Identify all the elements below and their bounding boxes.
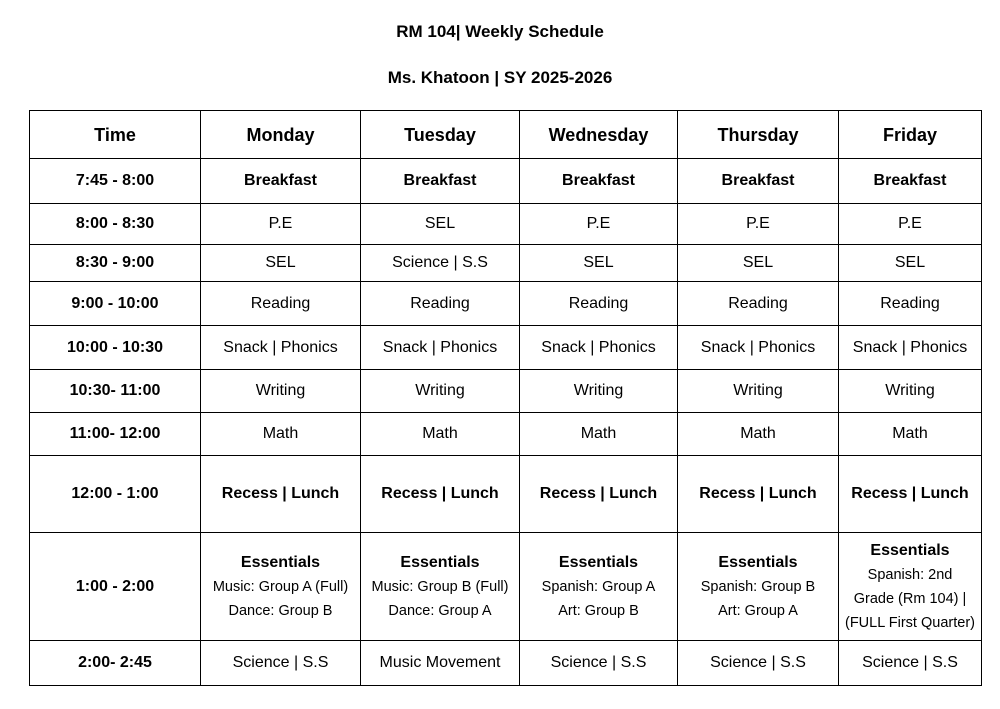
essentials-title: Essentials (400, 553, 480, 571)
table-row (30, 326, 982, 370)
schedule-cell: Science | S.S (678, 641, 839, 686)
schedule-cell: Breakfast (520, 159, 678, 204)
table-row (30, 456, 982, 533)
header-tuesday: Tuesday (361, 111, 520, 159)
time-cell: 1:00 - 2:00 (30, 533, 201, 641)
table-row (30, 159, 982, 204)
schedule-cell: P.E (201, 204, 361, 245)
schedule-cell: Recess | Lunch (201, 456, 361, 533)
header-wednesday: Wednesday (520, 111, 678, 159)
schedule-cell: Science | S.S (839, 641, 982, 686)
essentials-title: Essentials (718, 553, 798, 571)
time-cell: 11:00- 12:00 (30, 413, 201, 456)
schedule-cell: Math (678, 413, 839, 456)
header-thursday: Thursday (678, 111, 839, 159)
time-cell: 9:00 - 10:00 (30, 282, 201, 326)
schedule-cell: Snack | Phonics (839, 326, 982, 370)
table-row (30, 641, 982, 686)
page-title: RM 104| Weekly Schedule (396, 22, 604, 41)
schedule-cell: Breakfast (201, 159, 361, 204)
schedule-cell: Math (201, 413, 361, 456)
table-row (30, 245, 982, 282)
schedule-cell: Recess | Lunch (361, 456, 520, 533)
essentials-title: Essentials (870, 541, 950, 559)
header-time: Time (30, 111, 201, 159)
header-friday: Friday (839, 111, 982, 159)
schedule-cell: Math (361, 413, 520, 456)
schedule-cell: Math (520, 413, 678, 456)
table-row (30, 533, 982, 641)
essentials-cell (839, 533, 982, 641)
table-row (30, 204, 982, 245)
time-cell: 8:30 - 9:00 (30, 245, 201, 282)
schedule-cell: Reading (839, 282, 982, 326)
table-row (30, 370, 982, 413)
essentials-line: Art: Group B (558, 602, 639, 619)
time-cell: 10:00 - 10:30 (30, 326, 201, 370)
essentials-title: Essentials (240, 553, 321, 571)
essentials-line: Dance: Group A (388, 602, 492, 619)
schedule-cell: Reading (678, 282, 839, 326)
time-cell: 7:45 - 8:00 (30, 159, 201, 204)
header-row (30, 111, 982, 159)
schedule-cell: Writing (201, 370, 361, 413)
essentials-line: Music: Group B (Full) (371, 578, 509, 595)
schedule-cell: Writing (678, 370, 839, 413)
essentials-title: Essentials (558, 553, 639, 571)
schedule-cell: P.E (678, 204, 839, 245)
schedule-cell: Breakfast (839, 159, 982, 204)
schedule-cell: Math (839, 413, 982, 456)
schedule-cell: Reading (361, 282, 520, 326)
essentials-cell (678, 533, 839, 641)
schedule-cell: SEL (201, 245, 361, 282)
essentials-cell (520, 533, 678, 641)
schedule-cell: Science | S.S (201, 641, 361, 686)
essentials-cell (201, 533, 361, 641)
essentials-line: (FULL First Quarter) (845, 614, 975, 631)
schedule-cell: Music Movement (361, 641, 520, 686)
table-row (30, 282, 982, 326)
time-cell: 12:00 - 1:00 (30, 456, 201, 533)
schedule-cell: Snack | Phonics (201, 326, 361, 370)
schedule-cell: Science | S.S (520, 641, 678, 686)
time-cell: 8:00 - 8:30 (30, 204, 201, 245)
schedule-cell: SEL (678, 245, 839, 282)
essentials-line: Spanish: Group B (700, 578, 816, 595)
schedule-cell: Writing (839, 370, 982, 413)
schedule-cell: Snack | Phonics (361, 326, 520, 370)
schedule-cell: Writing (520, 370, 678, 413)
essentials-line: Music: Group A (Full) (212, 578, 349, 595)
schedule-cell: Recess | Lunch (520, 456, 678, 533)
time-cell: 2:00- 2:45 (30, 641, 201, 686)
schedule-cell: Reading (520, 282, 678, 326)
schedule-table (29, 110, 982, 686)
essentials-line: Grade (Rm 104) | (853, 590, 967, 607)
table-row (30, 413, 982, 456)
schedule-cell: Recess | Lunch (839, 456, 982, 533)
schedule-cell: SEL (520, 245, 678, 282)
essentials-cell (361, 533, 520, 641)
essentials-line: Spanish: Group A (541, 578, 656, 595)
schedule-cell: Recess | Lunch (678, 456, 839, 533)
schedule-cell: Reading (201, 282, 361, 326)
time-cell: 10:30- 11:00 (30, 370, 201, 413)
schedule-cell: Snack | Phonics (520, 326, 678, 370)
schedule-cell: SEL (361, 204, 520, 245)
schedule-cell: P.E (520, 204, 678, 245)
schedule-cell: P.E (839, 204, 982, 245)
schedule-cell: Breakfast (678, 159, 839, 204)
header-monday: Monday (201, 111, 361, 159)
essentials-line: Dance: Group B (228, 602, 333, 619)
page-subtitle: Ms. Khatoon | SY 2025-2026 (387, 68, 613, 87)
schedule-cell: Snack | Phonics (678, 326, 839, 370)
schedule-cell: Breakfast (361, 159, 520, 204)
essentials-line: Art: Group A (718, 602, 798, 619)
schedule-cell: Writing (361, 370, 520, 413)
schedule-cell: SEL (839, 245, 982, 282)
schedule-cell: Science | S.S (361, 245, 520, 282)
essentials-line: Spanish: 2nd (867, 566, 953, 583)
